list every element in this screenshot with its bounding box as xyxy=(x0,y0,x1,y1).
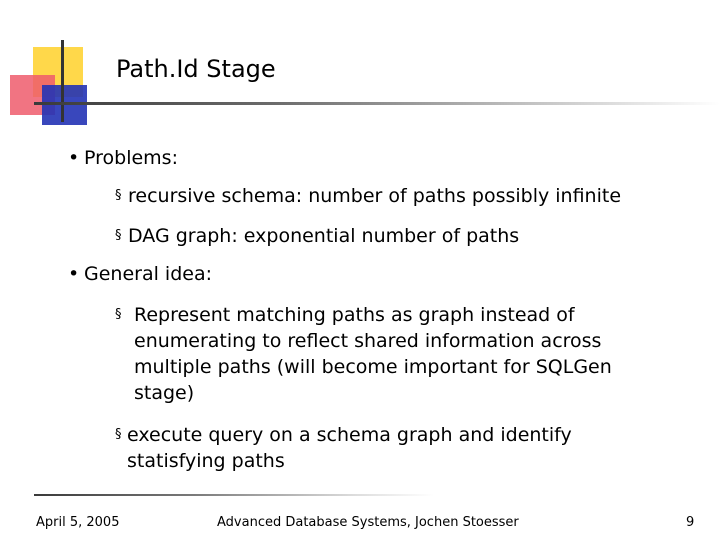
subbullet-marker: § xyxy=(115,188,122,203)
bullet-label: Problems: xyxy=(84,147,178,169)
slide-title: Path.Id Stage xyxy=(116,55,276,83)
subbullet-represent-paths xyxy=(115,302,625,406)
bullet-label: General idea: xyxy=(84,263,212,285)
footer-date: April 5, 2005 xyxy=(36,515,120,530)
subbullet-marker: § xyxy=(115,228,122,243)
subbullet-dag-graph xyxy=(115,223,675,249)
footer-rule xyxy=(34,494,434,496)
slide-logo-graphic xyxy=(0,0,110,130)
subbullet-execute-query xyxy=(115,422,595,474)
subbullet-marker: § xyxy=(115,307,122,322)
subbullet-marker: § xyxy=(115,427,122,442)
footer-page-number: 9 xyxy=(686,515,695,530)
subbullet-text: Represent matching paths as graph instead of enumerating to reflect shared information across multiple paths (will become important for SQLGen stage) xyxy=(134,304,612,404)
logo-vertical-line xyxy=(61,40,64,122)
bullet-dot: • xyxy=(68,147,80,169)
subbullet-text: recursive schema: number of paths possibly infinite xyxy=(128,185,622,207)
footer-title: Advanced Database Systems, Jochen Stoesser xyxy=(217,515,519,530)
subbullet-recursive-schema xyxy=(115,183,675,209)
bullet-general-idea xyxy=(68,262,212,286)
bullet-problems xyxy=(68,146,178,170)
subbullet-text: execute query on a schema graph and identify statisfying paths xyxy=(127,424,572,472)
subbullet-text: DAG graph: exponential number of paths xyxy=(128,225,520,247)
bullet-dot: • xyxy=(68,263,80,285)
title-underline xyxy=(34,102,720,105)
